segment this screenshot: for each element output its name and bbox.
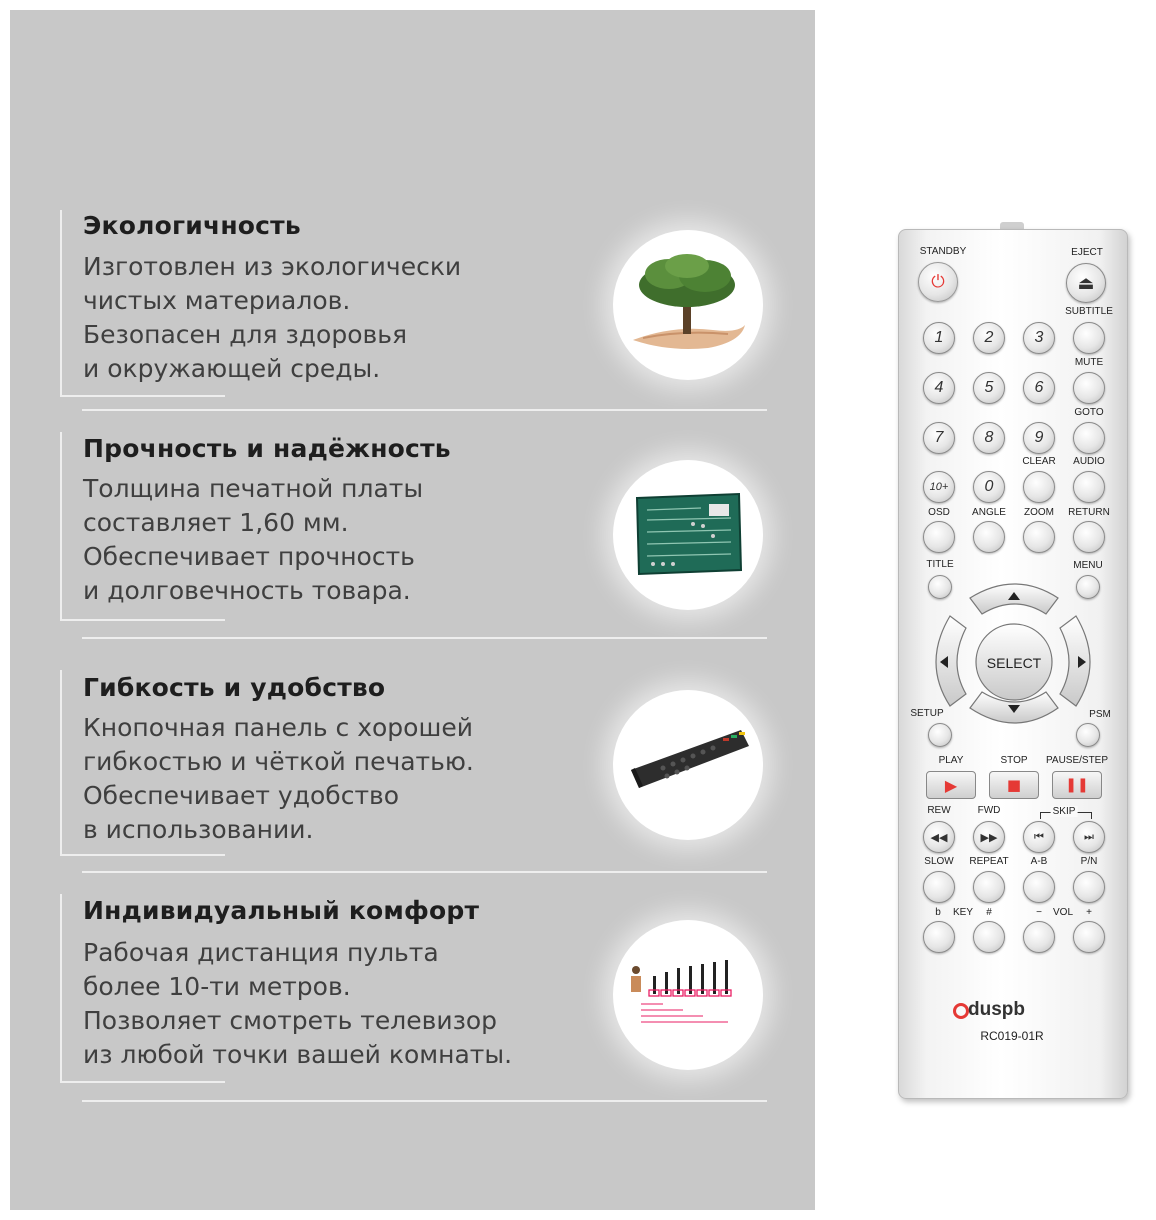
feature-divider-long <box>82 1100 767 1102</box>
key-flat-button[interactable] <box>923 921 955 953</box>
repeat-label: REPEAT <box>969 856 1009 867</box>
return-label: RETURN <box>1068 507 1110 518</box>
pause-step-button[interactable] <box>1052 771 1102 799</box>
feature-bar <box>60 210 62 396</box>
slow-label: SLOW <box>924 856 954 867</box>
vol-plus-label: + <box>1086 907 1092 918</box>
rew-label: REW <box>927 805 951 816</box>
eject-icon: ⏏ <box>1077 272 1095 293</box>
rewind-icon: ◀◀ <box>930 831 948 844</box>
feature-text-line: Рабочая дистанция пульта <box>83 938 439 967</box>
feature-text-line: Кнопочная панель с хорошей <box>83 713 473 742</box>
feature-divider-short <box>60 854 225 856</box>
subtitle-button[interactable] <box>1073 322 1105 354</box>
digit-7-button[interactable]: 7 <box>923 422 955 454</box>
feature-divider-long <box>82 409 767 411</box>
feature-title: Экологичность <box>83 211 301 240</box>
feature-text-line: Изготовлен из экологически <box>83 252 462 281</box>
osd-label: OSD <box>928 507 950 518</box>
feature-title: Индивидуальный комфорт <box>83 896 480 925</box>
feature-divider-short <box>60 619 225 621</box>
slow-button[interactable] <box>923 871 955 903</box>
audio-label: AUDIO <box>1073 456 1105 467</box>
play-button[interactable] <box>926 771 976 799</box>
key-sharp-button[interactable] <box>973 921 1005 953</box>
pn-button[interactable] <box>1073 871 1105 903</box>
skip-back-icon: ⏮ <box>1034 830 1044 843</box>
standby-label: STANDBY <box>919 246 967 257</box>
feature-text-line: Обеспечивает удобство <box>83 781 400 810</box>
digit-0-button[interactable]: 0 <box>973 471 1005 503</box>
feature-text-line: Толщина печатной платы <box>83 474 424 503</box>
title-label: TITLE <box>926 559 954 570</box>
feature-title: Прочность и надёжность <box>83 434 451 463</box>
distance-diagram-icon <box>613 920 763 1070</box>
key-flat-label: b <box>935 907 941 918</box>
goto-button[interactable] <box>1073 422 1105 454</box>
feature-bar <box>60 432 62 620</box>
pause-step-label: PAUSE/STEP <box>1045 755 1109 766</box>
clear-label: CLEAR <box>1022 456 1056 467</box>
feature-text-line: в использовании. <box>83 815 314 844</box>
fwd-label: FWD <box>977 805 1001 816</box>
digit-10plus-button[interactable]: 10+ <box>923 471 955 503</box>
rew-button[interactable] <box>923 821 955 853</box>
standby-button[interactable] <box>918 262 958 302</box>
select-label: SELECT <box>986 655 1042 671</box>
eject-button[interactable] <box>1066 263 1106 303</box>
digit-4-button[interactable]: 4 <box>923 372 955 404</box>
clear-button[interactable] <box>1023 471 1055 503</box>
feature-text-line: Позволяет смотреть телевизор <box>83 1006 498 1035</box>
stop-label: STOP <box>1000 755 1028 766</box>
key-label: KEY <box>952 907 974 918</box>
feature-title: Гибкость и удобство <box>83 673 386 702</box>
nav-right-button[interactable] <box>1060 616 1090 706</box>
ab-button[interactable] <box>1023 871 1055 903</box>
psm-label: PSM <box>1089 709 1111 720</box>
feature-divider-short <box>60 395 225 397</box>
vol-minus-label: − <box>1036 907 1042 918</box>
nav-left-button[interactable] <box>936 616 966 706</box>
circuit-board-icon <box>613 460 763 610</box>
fast-forward-icon: ▶▶ <box>980 831 998 844</box>
eject-label: EJECT <box>1071 247 1103 258</box>
digit-6-button[interactable]: 6 <box>1023 372 1055 404</box>
menu-label: MENU <box>1073 560 1103 571</box>
skip-forward-icon: ⏭ <box>1084 830 1094 843</box>
feature-bar <box>60 670 62 856</box>
play-icon: ▶ <box>944 775 958 795</box>
feature-text-line: и долговечность товара. <box>83 576 411 605</box>
mute-label: MUTE <box>1074 357 1104 368</box>
feature-text-line: Обеспечивает прочность <box>83 542 415 571</box>
digit-9-button[interactable]: 9 <box>1023 422 1055 454</box>
feature-text-line: из любой точки вашей комнаты. <box>83 1040 513 1069</box>
remote-control-icon <box>613 690 763 840</box>
pause-icon: ❚❚ <box>1065 777 1089 793</box>
feature-text-line: Безопасен для здоровья <box>83 320 407 349</box>
ab-label: A-B <box>1030 856 1048 867</box>
pn-label: P/N <box>1080 856 1098 867</box>
angle-button[interactable] <box>973 521 1005 553</box>
setup-button[interactable] <box>928 723 952 747</box>
zoom-label: ZOOM <box>1024 507 1054 518</box>
feature-divider-long <box>82 637 767 639</box>
key-sharp-label: # <box>986 907 992 918</box>
feature-divider-short <box>60 1081 225 1083</box>
return-button[interactable] <box>1073 521 1105 553</box>
feature-divider-long <box>82 871 767 873</box>
power-icon: ⏻ <box>931 272 945 291</box>
repeat-button[interactable] <box>973 871 1005 903</box>
stop-icon: ■ <box>1006 776 1022 794</box>
digit-3-button[interactable]: 3 <box>1023 322 1055 354</box>
digit-5-button[interactable]: 5 <box>973 372 1005 404</box>
model-number: RC019-01R <box>980 1029 1044 1043</box>
osd-button[interactable] <box>923 521 955 553</box>
feature-text-line: гибкостью и чёткой печатью. <box>83 747 474 776</box>
stop-button[interactable] <box>989 771 1039 799</box>
skip-forward-button[interactable] <box>1073 821 1105 853</box>
vol-down-button[interactable] <box>1023 921 1055 953</box>
feature-text-line: чистых материалов. <box>83 286 351 315</box>
feature-text-line: и окружающей среды. <box>83 354 381 383</box>
fwd-button[interactable] <box>973 821 1005 853</box>
brand-logo-icon <box>953 1003 969 1019</box>
vol-label: VOL <box>1052 907 1074 918</box>
audio-button[interactable] <box>1073 471 1105 503</box>
feature-bar <box>60 894 62 1082</box>
digit-8-button[interactable]: 8 <box>973 422 1005 454</box>
angle-label: ANGLE <box>972 507 1006 518</box>
skip-back-button[interactable] <box>1023 821 1055 853</box>
mute-button[interactable] <box>1073 372 1105 404</box>
digit-2-button[interactable]: 2 <box>973 322 1005 354</box>
brand-name: duspb <box>968 999 1025 1020</box>
zoom-button[interactable] <box>1023 521 1055 553</box>
psm-button[interactable] <box>1076 723 1100 747</box>
feature-text-line: более 10-ти метров. <box>83 972 351 1001</box>
skip-label: SKIP <box>1052 806 1076 817</box>
setup-label: SETUP <box>910 708 944 719</box>
digit-1-button[interactable]: 1 <box>923 322 955 354</box>
goto-label: GOTO <box>1074 407 1104 418</box>
play-label: PLAY <box>938 755 964 766</box>
tree-in-hand-icon <box>613 230 763 380</box>
subtitle-label: SUBTITLE <box>1065 306 1113 317</box>
feature-text-line: составляет 1,60 мм. <box>83 508 349 537</box>
vol-up-button[interactable] <box>1073 921 1105 953</box>
